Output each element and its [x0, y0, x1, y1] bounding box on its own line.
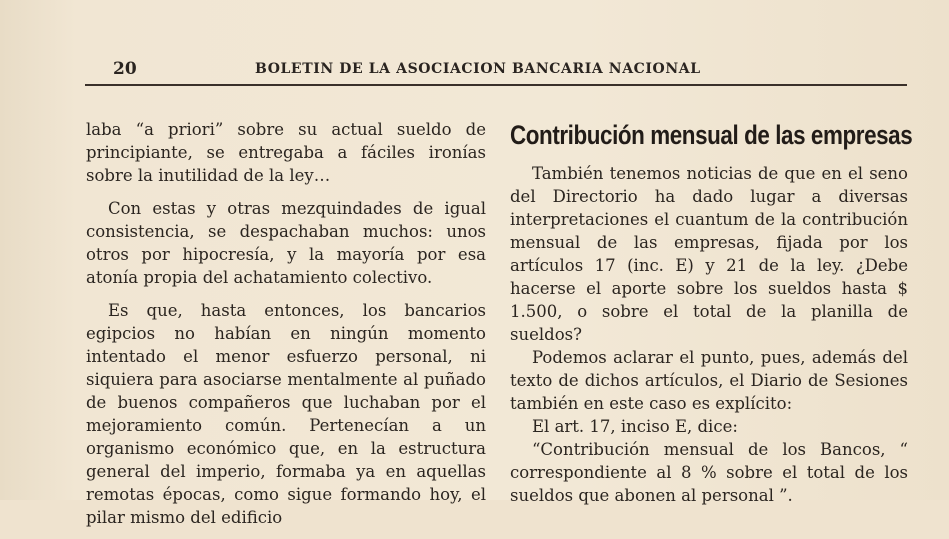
page-header [85, 55, 905, 85]
paragraph: Con estas y otras mezquindades de igual consistencia, se despachaban muchos: unos otros por hipocresía, y la mayoría por esa atonía propia del achatamiento colectivo. [86, 199, 486, 287]
left-column [86, 118, 486, 539]
article-title: Contribución mensual de las empresas [510, 120, 913, 150]
quoted-article-text: “Contribución mensual de los Bancos, “ correspondiente al 8 % sobre el total de los sueldos que abonen al personal ”. [510, 440, 908, 505]
paragraph: Podemos aclarar el punto, pues, además del texto de dichos artículos, el Diario de Sesiones también en este caso es explícito: [510, 348, 908, 413]
running-title: BOLETIN DE LA ASOCIACION BANCARIA NACIONAL [255, 61, 701, 77]
header-divider [85, 84, 907, 86]
paragraph: Es que, hasta entonces, los bancarios egipcios no habían en ningún momento intentado el menor esfuerzo personal, ni siquiera para asociarse mentalmente al puñado de buenos compañeros que luchaban por el mejoramiento común. Pertenecían a un organismo económico que, en la estructura general del imperio, formaba ya en aquellas remotas épocas, como sigue formando hoy, el pilar mismo del edificio [86, 301, 486, 527]
right-column [510, 118, 913, 507]
page-number: 20 [113, 59, 137, 79]
paragraph: El art. 17, inciso E, dice: [532, 417, 738, 436]
paragraph: laba “a priori” sobre su actual sueldo de principiante, se entregaba a fáciles ironías sobre la inutilidad de la ley… [86, 120, 486, 185]
paragraph: También tenemos noticias de que en el seno del Directorio ha dado lugar a diversas interpretaciones el cuantum de la contribución mensual de las empresas, fijada por los artículos 17 (inc. E) y 21 de la ley. ¿Debe hacerse el aporte sobre los sueldos hasta $ 1.500, o sobre el total de la planilla de sueldos? [510, 164, 908, 344]
